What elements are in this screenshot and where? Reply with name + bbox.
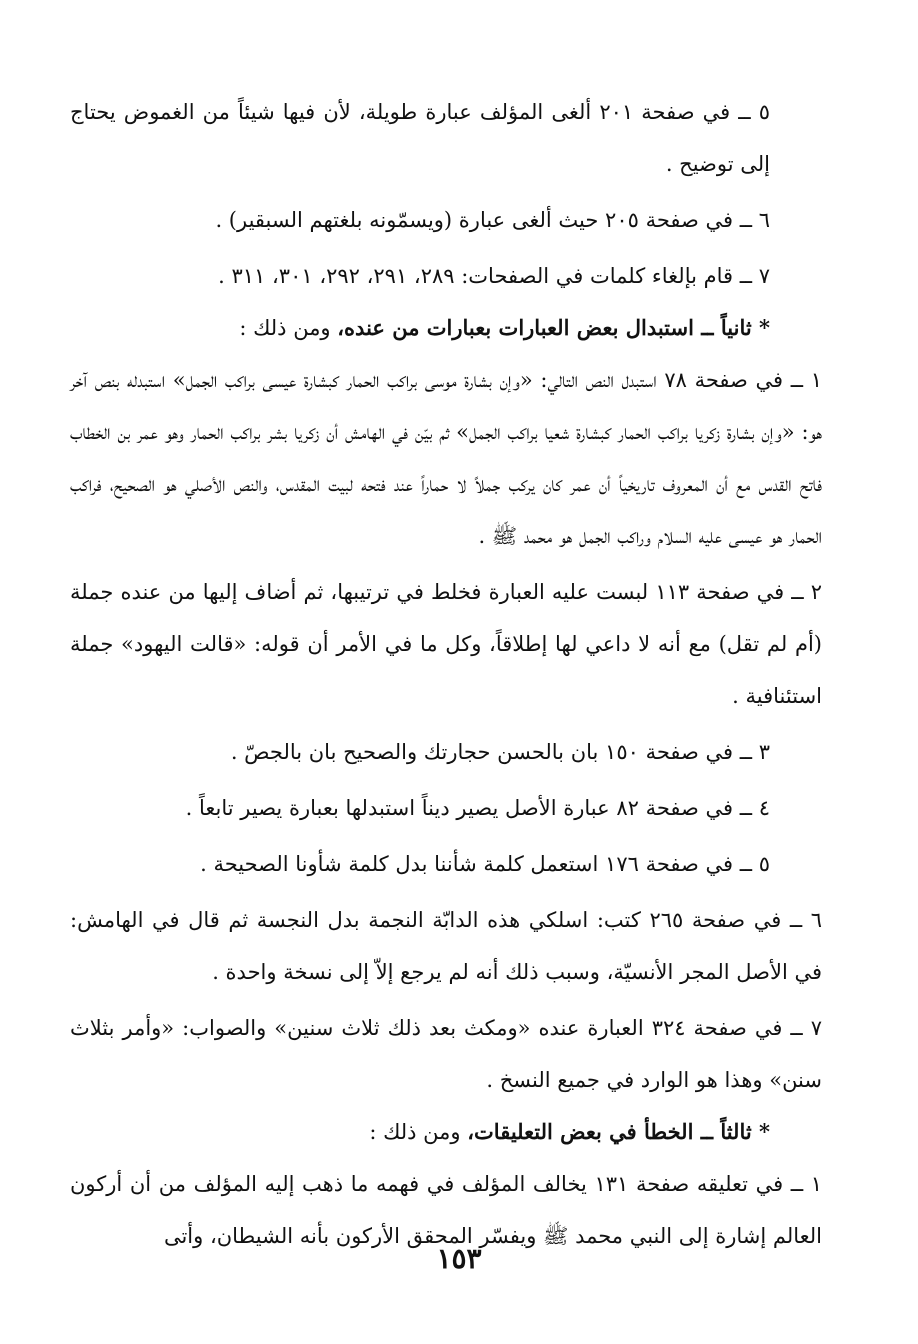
list-item-s2-2: ٢ ــ في صفحة ١١٣ لبست عليه العبارة فخلط في ترتيبها، ثم أضاف إليها من عنده جملة (أم لم تقل) مع أنه لا داعي لها إطلاقاً، وكل ما في الأمر أن قوله: «قالت اليهود» جملة استئنافية . [70, 580, 822, 708]
section-heading-third-rest: ومن ذلك : [369, 1120, 468, 1144]
list-item-s1-6: ٦ ــ في صفحة ٢٠٥ حيث ألغى عبارة (ويسمّونه بلغتهم السبقير) . [215, 208, 770, 232]
section-heading-third [70, 1106, 822, 1158]
section-heading-second [70, 302, 822, 354]
list-item-s2-4: ٤ ــ في صفحة ٨٢ عبارة الأصل يصير ديناً استبدلها بعبارة يصير تابعاً . [185, 796, 770, 820]
section-heading-second-title: * ثانياً ــ استبدال بعض العبارات بعبارات من عنده، [337, 315, 770, 340]
list-item-s2-6: ٦ ــ في صفحة ٢٦٥ كتب: اسلكي هذه الدابّة النجمة بدل النجسة ثم قال في الهامش: في الأصل المجر الأنسيّة، وسبب ذلك أنه لم يرجع إلاّ إلى نسخة واحدة . [70, 908, 823, 984]
section-heading-second-rest: ومن ذلك : [239, 316, 338, 340]
page-number: ١٥٣ [436, 1242, 482, 1275]
list-item-s2-3: ٣ ــ في صفحة ١٥٠ بان بالحسن حجارتك والصحيح بان بالجصّ . [230, 740, 770, 764]
section-heading-third-title: * ثالثاً ــ الخطأ في بعض التعليقات، [467, 1119, 770, 1144]
document-page [70, 86, 822, 1344]
list-item-s2-1: ١ ــ في صفحة ٧٨ استبدل النص التالي: «وإن بشارة موسى براكب الحمار كبشارة عيسى براكب الجمل» استبدله بنص آخر هو: «وإن بشارة زكريا براكب الحمار كبشارة شعيا براكب الجمل» ثم بيّن في الهامش أن زكريا بشر براكب الحمار وهو عمر بن الخطاب فاتح القدس مع أن المعروف تاريخياً أن عمر كان يركب جملاً لا حماراً عند فتحه لبيت المقدس، والنص الأصلي هو الصحيح، فراكب الحمار هو عيسى عليه السلام وراكب الجمل هو محمد ﷺ . [70, 368, 822, 548]
list-item-s1-5: ٥ ــ في صفحة ٢٠١ ألغى المؤلف عبارة طويلة، لأن فيها شيئاً من الغموض يحتاج إلى توضيح . [70, 100, 770, 176]
list-item-s2-5: ٥ ــ في صفحة ١٧٦ استعمل كلمة شأننا بدل كلمة شأونا الصحيحة . [200, 852, 770, 876]
list-item-s1-7: ٧ ــ قام بإلغاء كلمات في الصفحات: ٢٨٩، ٢٩١، ٢٩٢، ٣٠١، ٣١١ . [218, 264, 770, 288]
list-item-s3-1: ١ ــ في تعليقه صفحة ١٣١ يخالف المؤلف في فهمه ما ذهب إليه المؤلف من أن أركون العالم إشارة إلى النبي محمد ﷺ ويفسّر المحقق الأركون بأنه الشيطان، وأتى [70, 1172, 823, 1248]
list-item-s2-7: ٧ ــ في صفحة ٣٢٤ العبارة عنده «ومكث بعد ذلك ثلاث سنين» والصواب: «وأمر بثلاث سنن» وهذا هو الوارد في جميع النسخ . [70, 1016, 822, 1092]
